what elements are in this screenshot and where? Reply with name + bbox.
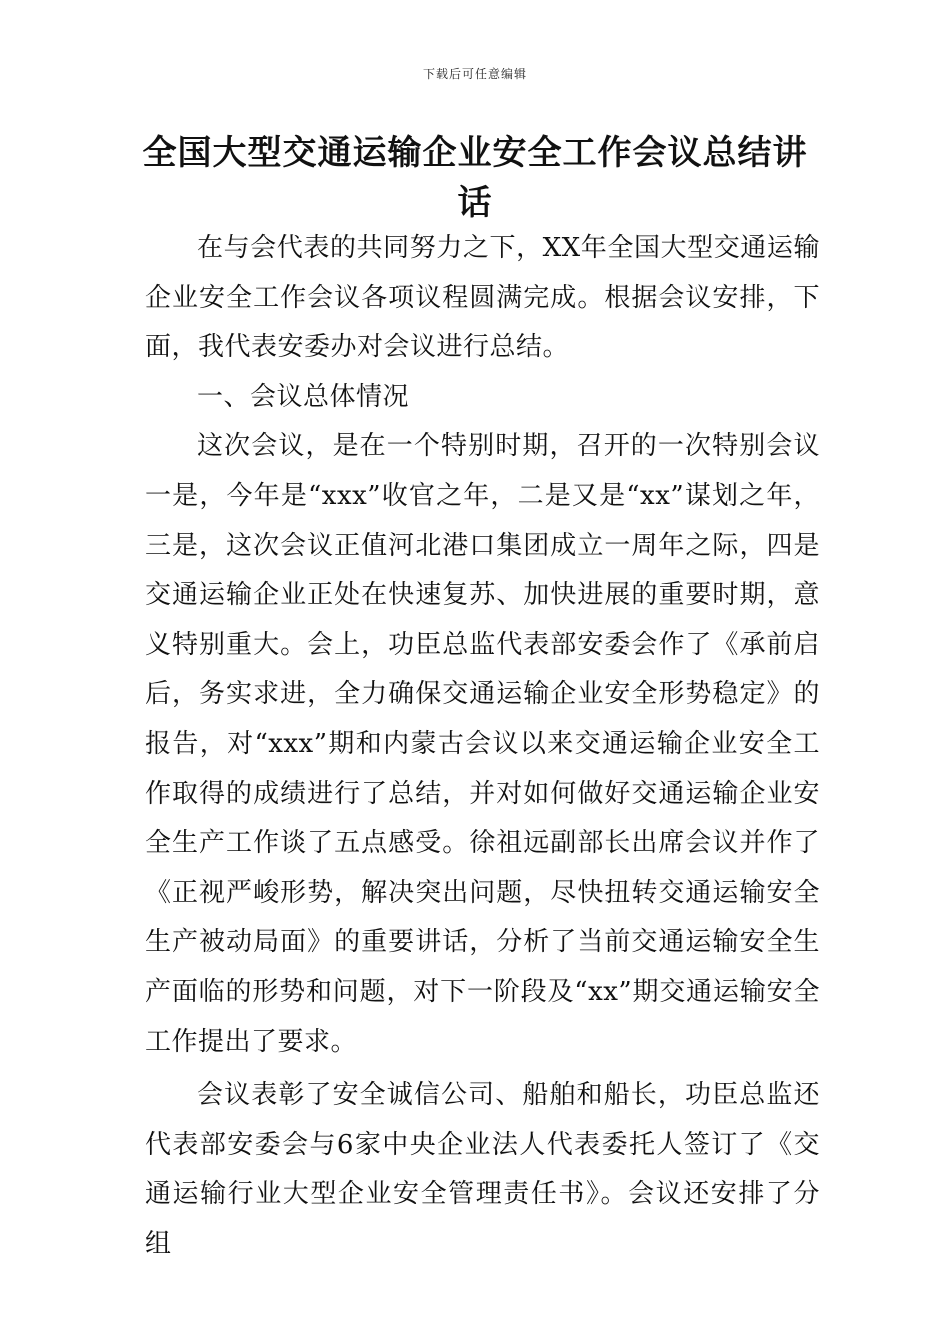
paragraph-overview: 这次会议，是在一个特别时期，召开的一次特别会议一是，今年是“xxx”收官之年，二是又是“xx”谋划之年，三是，这次会议正值河北港口集团成立一周年之际，四是交通运输企业正处在快速复苏、加快进展的重要时期，意义特别重大。会上，功臣总监代表部安委会作了《承前启后，务实求进，全力确保交通运输企业安全形势稳定》的报告，对“xxx”期和内蒙古会议以来交通运输企业安全工作取得的成绩进行了总结，并对如何做好交通运输企业安全生产工作谈了五点感受。徐祖远副部长出席会议并作了《正视严峻形势，解决突出问题，尽快扭转交通运输安全生产被动局面》的重要讲话，分析了当前交通运输安全生产面临的形势和问题，对下一阶段及“xx”期交通运输安全工作提出了要求。 — [145, 431, 820, 1057]
header-note: 下载后可任意编辑 — [422, 67, 527, 81]
paragraph-commendation: 会议表彰了安全诚信公司、船舶和船长，功臣总监还代表部安委会与6家中央企业法人代表委托人签订了《交通运输行业大型企业安全管理责任书》。会议还安排了分组 — [145, 1080, 820, 1259]
section-heading: 一、会议总体情况 — [197, 381, 410, 412]
paragraph-intro: 在与会代表的共同努力之下，XX年全国大型交通运输企业安全工作会议各项议程圆满完成。根据会议安排，下面，我代表安委办对会议进行总结。 — [145, 233, 820, 363]
document-title: 全国大型交通运输企业安全工作会议总结讲话 — [142, 133, 808, 223]
document-body — [145, 224, 820, 1269]
